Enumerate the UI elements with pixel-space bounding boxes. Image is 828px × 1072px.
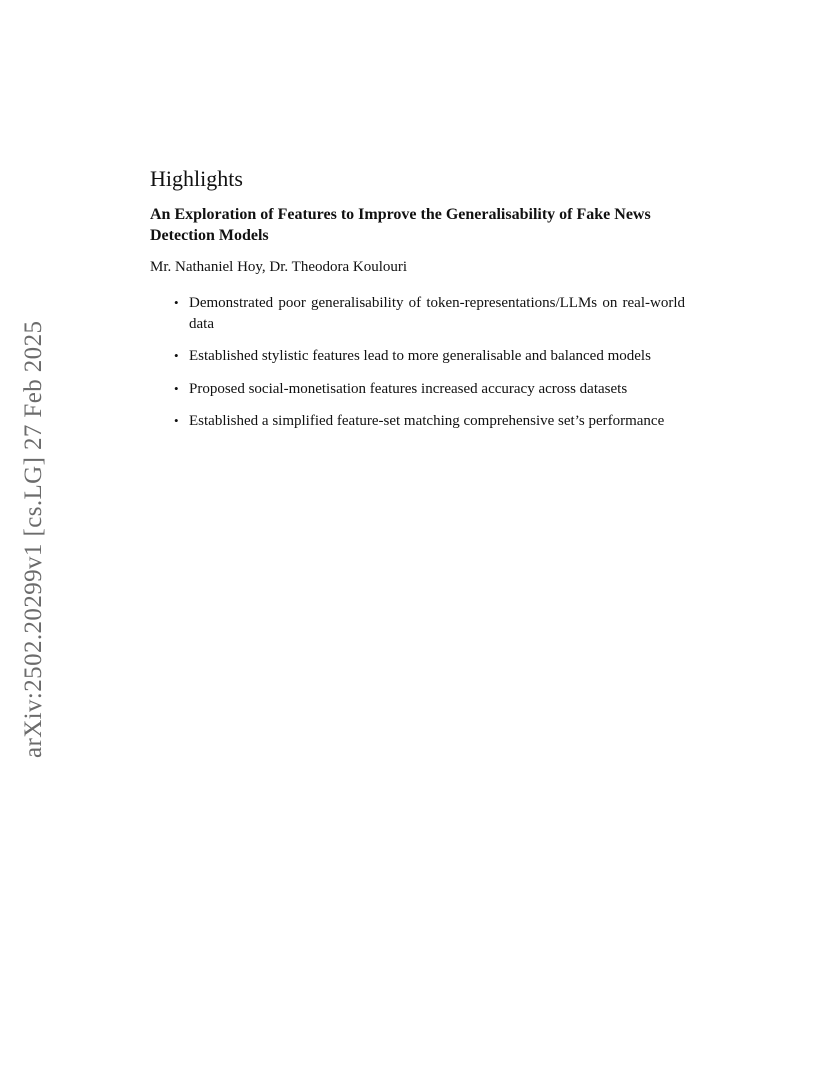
arxiv-identifier-stamp: arXiv:2502.20299v1 [cs.LG] 27 Feb 2025 bbox=[20, 320, 47, 758]
bullet-icon: • bbox=[174, 348, 179, 363]
author-list: Mr. Nathaniel Hoy, Dr. Theodora Koulouri bbox=[150, 259, 408, 275]
highlight-item bbox=[174, 379, 685, 400]
section-heading: Highlights bbox=[150, 166, 243, 191]
paper-title: An Exploration of Features to Improve the Generalisability of Fake News Detection Models bbox=[150, 206, 651, 244]
bullet-icon: • bbox=[174, 413, 179, 428]
highlights-list bbox=[150, 293, 690, 432]
highlight-text: Proposed social-monetisation features increased accuracy across datasets bbox=[189, 380, 628, 397]
bullet-icon: • bbox=[174, 380, 179, 396]
bullet-icon: • bbox=[174, 295, 179, 310]
highlight-text: Established a simplified feature-set matching comprehensive set’s performance bbox=[189, 413, 665, 429]
highlight-text: Demonstrated poor generalisability of token-representations/LLMs on real-world data bbox=[189, 295, 685, 332]
highlight-item bbox=[174, 293, 685, 334]
highlight-text: Established stylistic features lead to more generalisable and balanced models bbox=[189, 348, 651, 364]
highlight-item bbox=[174, 346, 685, 367]
highlights-page bbox=[150, 166, 690, 432]
highlight-item bbox=[174, 411, 685, 432]
